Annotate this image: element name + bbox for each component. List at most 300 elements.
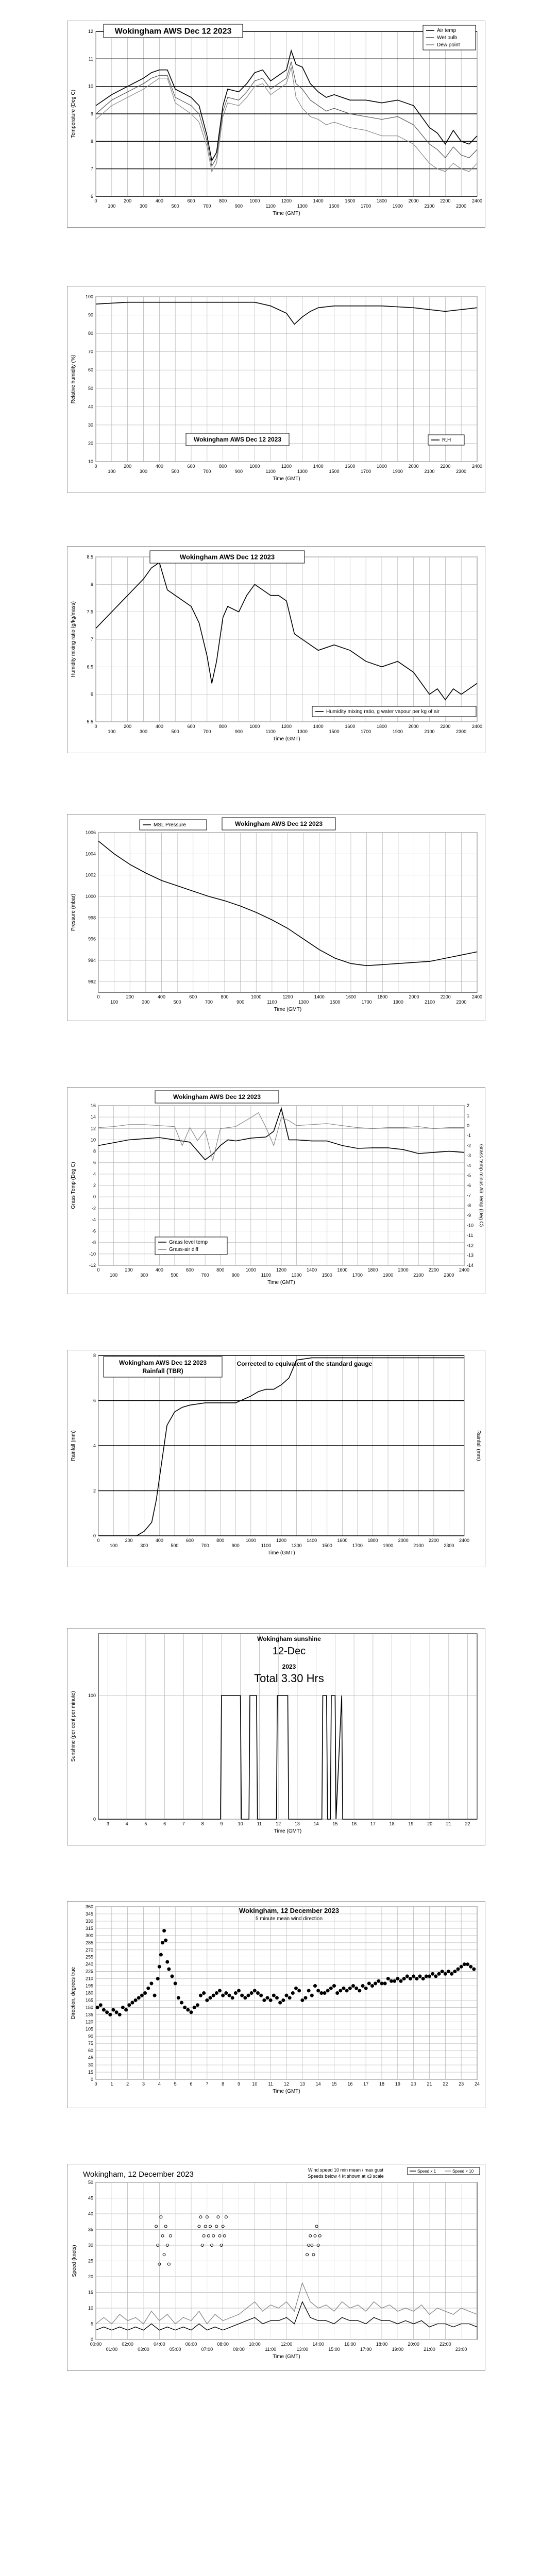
x-tick-label: 1000 (249, 724, 260, 729)
x-tick-label: 300 (139, 204, 148, 209)
data-point (377, 1979, 380, 1982)
data-point (96, 2006, 99, 2009)
x-tick-label: 1700 (352, 1543, 363, 1548)
x-tick-label: 1400 (313, 464, 324, 469)
chart-year-label: 2023 (282, 1663, 296, 1670)
data-point (118, 2013, 121, 2016)
x-tick-label: 2200 (440, 198, 451, 204)
x-tick-label: 2200 (428, 1538, 439, 1543)
data-point (453, 1970, 457, 1973)
x-tick-label: 7 (182, 1821, 185, 1826)
y-tick-label: 1006 (85, 830, 96, 835)
y-tick-label: 30 (88, 2243, 93, 2248)
y-tick-label: 30 (88, 2062, 93, 2068)
y2-tick-label: 2 (467, 1103, 470, 1108)
x-tick-label: 900 (234, 204, 243, 209)
y-tick-label: 70 (88, 349, 93, 354)
y-tick-label: 8 (93, 1353, 96, 1358)
x-tick-label: 18 (389, 1821, 395, 1826)
x-tick-label: 3 (142, 2081, 145, 2087)
data-point (253, 1989, 256, 1992)
y-tick-label: 50 (88, 385, 93, 391)
x-tick-label: 500 (171, 729, 179, 734)
data-point (342, 1987, 345, 1990)
x-tick-label: 2200 (428, 1267, 439, 1273)
y-tick-label: 45 (88, 2055, 93, 2061)
data-point (460, 1965, 463, 1968)
x-tick-label: 100 (108, 469, 116, 474)
legend-label: Air temp (437, 28, 457, 33)
x-tick-label: 1400 (314, 994, 325, 999)
data-point (125, 2008, 128, 2011)
x-tick-label: 300 (139, 469, 148, 474)
y-tick-label: 0 (90, 2337, 93, 2342)
x-tick-label: 700 (201, 1273, 209, 1278)
x-tick-label: 2300 (444, 1273, 454, 1278)
x-tick-label: 16 (351, 1821, 357, 1826)
x-tick-label: 2000 (398, 1267, 409, 1273)
data-point (106, 2011, 109, 2014)
y-tick-label: 7 (90, 166, 93, 172)
data-point (109, 2013, 112, 2016)
data-point (171, 1975, 174, 1978)
x-tick-label: 21:00 (424, 2347, 435, 2352)
chart-title: Wokingham AWS Dec 12 2023 (114, 27, 232, 36)
x-tick-label: 2100 (413, 1543, 424, 1548)
x-tick-label: 1900 (392, 729, 403, 734)
x-axis-label: Time (GMT) (274, 1007, 302, 1012)
y-tick-label: 20 (88, 440, 93, 446)
y-tick-label: 8 (93, 1148, 96, 1154)
x-tick-label: 500 (171, 1543, 179, 1548)
x-tick-label: 12 (283, 2081, 290, 2087)
x-tick-label: 1600 (337, 1267, 348, 1273)
x-tick-label: 1900 (383, 1273, 394, 1278)
y2-tick-label: -3 (467, 1153, 471, 1158)
y2-tick-label: 0 (467, 1123, 470, 1128)
x-tick-label: 2400 (471, 994, 483, 999)
x-tick-label: 600 (189, 994, 197, 999)
y-tick-label: 2 (93, 1183, 96, 1188)
y2-tick-label: -9 (467, 1213, 471, 1218)
y-tick-label: 9 (90, 111, 93, 116)
y2-tick-label: -14 (467, 1263, 474, 1268)
y-tick-label: 8.5 (87, 554, 93, 560)
data-point (238, 1989, 241, 1992)
data-point (266, 1996, 269, 1999)
x-tick-label: 400 (157, 994, 166, 999)
x-tick-label: 100 (110, 1543, 118, 1548)
data-point (415, 1977, 418, 1980)
x-tick-label: 1800 (376, 464, 387, 469)
data-point (269, 1998, 272, 2002)
x-tick-label: 2000 (408, 724, 419, 729)
x-tick-label: 1200 (281, 724, 292, 729)
data-point (402, 1977, 405, 1980)
x-tick-label: 0 (97, 994, 100, 999)
data-point (383, 1982, 386, 1985)
data-point (166, 1960, 169, 1963)
x-tick-label: 1000 (249, 464, 260, 469)
chart-title: Wokingham AWS Dec 12 2023 (234, 820, 323, 828)
x-axis-label: Time (GMT) (273, 211, 300, 216)
x-tick-label: 1300 (297, 204, 308, 209)
data-point (140, 1994, 143, 1997)
wind-direction-chart (67, 1901, 485, 2108)
y-axis-label: Speed (knots) (72, 2245, 77, 2277)
x-tick-label: 500 (171, 469, 179, 474)
data-point (150, 1982, 153, 1985)
x-tick-label: 20 (427, 1821, 433, 1826)
x-tick-label: 800 (219, 724, 227, 729)
y-axis-label: Pressure (mbar) (71, 893, 76, 931)
data-point (260, 1994, 263, 1997)
y-tick-label: 255 (85, 1954, 93, 1960)
x-tick-label: 22 (443, 2081, 448, 2087)
chart-date-label: 12-Dec (272, 1646, 306, 1657)
x-tick-label: 1800 (376, 198, 387, 204)
x-tick-label: 1000 (245, 1538, 256, 1543)
chart-subtitle: 5 minute mean wind direction (255, 1916, 323, 1922)
y-tick-label: 15 (88, 2290, 93, 2295)
legend-label: MSL Pressure (154, 822, 186, 828)
y-tick-label: 35 (88, 2227, 93, 2232)
data-point (137, 1996, 140, 1999)
x-tick-label: 1700 (361, 469, 371, 474)
y-tick-label: 225 (85, 1969, 93, 1974)
data-point (164, 1939, 167, 1942)
x-axis-label: Time (GMT) (273, 2354, 300, 2360)
y2-tick-label: -8 (467, 1202, 471, 1208)
data-point (134, 1998, 137, 2002)
data-point (352, 1985, 355, 1988)
data-point (161, 1941, 164, 1944)
x-tick-label: 200 (124, 724, 132, 729)
data-point (329, 1987, 332, 1990)
data-point (399, 1979, 402, 1982)
data-point (317, 1989, 320, 1992)
data-point (196, 2004, 199, 2007)
y-tick-label: 6.5 (87, 664, 93, 670)
y-tick-label: 105 (85, 2026, 93, 2032)
y-tick-label: 80 (88, 331, 93, 336)
x-tick-label: 7 (206, 2081, 209, 2087)
data-point (412, 1975, 415, 1978)
data-point (469, 1965, 472, 1968)
x-tick-label: 4 (125, 1821, 128, 1826)
x-tick-label: 600 (185, 1538, 194, 1543)
x-tick-label: 900 (234, 729, 243, 734)
y-tick-label: 4 (93, 1171, 96, 1177)
data-point (405, 1975, 409, 1978)
data-point (121, 2006, 124, 2009)
x-tick-label: 1100 (267, 999, 277, 1005)
data-point (428, 1975, 431, 1978)
x-tick-label: 08:00 (217, 2342, 229, 2347)
data-point (425, 1975, 428, 1978)
y-tick-label: 50 (88, 2180, 93, 2185)
data-point (234, 1992, 237, 1995)
x-tick-label: 1500 (329, 204, 340, 209)
data-point (163, 1929, 166, 1933)
y2-axis-label: Grass temp minus Air Temp (Deg C) (478, 1144, 484, 1227)
legend-label: Grass-air diff (169, 1247, 199, 1252)
y-tick-label: 150 (85, 2005, 93, 2010)
x-tick-label: 1200 (281, 464, 292, 469)
y-tick-label: 7 (90, 637, 93, 642)
y-tick-label: 360 (85, 1904, 93, 1909)
x-tick-label: 9 (237, 2081, 241, 2087)
data-point (128, 2004, 131, 2007)
data-point (326, 1989, 329, 1992)
x-tick-label: 17 (363, 2081, 369, 2087)
x-tick-label: 2100 (424, 204, 435, 209)
x-tick-label: 2200 (440, 994, 451, 999)
x-tick-label: 100 (110, 1273, 118, 1278)
x-tick-label: 900 (236, 999, 245, 1005)
x-tick-label: 2300 (444, 1543, 454, 1548)
x-axis-label: Time (GMT) (267, 1280, 295, 1285)
x-tick-label: 600 (187, 198, 195, 204)
data-point (358, 1989, 361, 1992)
legend-label: Speed × 10 (452, 2169, 474, 2174)
x-tick-label: 1600 (345, 724, 356, 729)
y-tick-label: 0 (93, 1533, 96, 1538)
data-point (348, 1987, 351, 1990)
data-point (355, 1987, 358, 1990)
x-tick-label: 4 (158, 2081, 161, 2087)
x-tick-label: 1400 (307, 1538, 317, 1543)
wind-speed-chart (67, 2164, 485, 2371)
data-point (463, 1963, 466, 1966)
data-point (333, 1985, 336, 1988)
x-tick-label: 500 (171, 1273, 179, 1278)
x-tick-label: 3 (106, 1821, 109, 1826)
x-tick-label: 11:00 (265, 2347, 277, 2352)
x-tick-label: 1500 (322, 1273, 332, 1278)
y-tick-label: 10 (88, 83, 93, 89)
y-tick-label: 5.5 (87, 719, 93, 724)
y-tick-label: 25 (88, 2258, 93, 2264)
data-point (158, 1965, 161, 1968)
x-tick-label: 1800 (377, 994, 388, 999)
data-point (177, 1996, 180, 1999)
x-tick-label: 1200 (276, 1267, 287, 1273)
x-tick-label: 10 (252, 2081, 258, 2087)
y-tick-label: 0 (93, 1817, 96, 1822)
x-tick-label: 300 (140, 1273, 148, 1278)
y-tick-label: 11 (88, 56, 93, 62)
y-tick-label: 2 (93, 1488, 96, 1494)
data-point (364, 1987, 367, 1990)
data-point (431, 1972, 434, 1975)
grass-temperature-chart (67, 1087, 485, 1294)
y2-axis-label: Rainfall (mm) (476, 1430, 481, 1461)
x-tick-label: 1200 (282, 994, 293, 999)
data-point (228, 1994, 231, 1997)
x-tick-label: 400 (155, 464, 163, 469)
data-point (156, 1977, 159, 1980)
x-tick-label: 800 (216, 1267, 225, 1273)
x-tick-label: 21 (446, 1821, 451, 1826)
x-tick-label: 800 (219, 464, 227, 469)
data-point (147, 1987, 150, 1990)
x-tick-label: 2400 (459, 1538, 470, 1543)
x-tick-label: 2300 (456, 729, 467, 734)
data-point (99, 2004, 102, 2007)
data-point (263, 1998, 266, 2002)
data-point (396, 1977, 399, 1980)
data-point (361, 1985, 364, 1988)
x-tick-label: 1100 (265, 204, 276, 209)
y2-tick-label: -2 (467, 1143, 471, 1148)
y-tick-label: 330 (85, 1918, 93, 1924)
data-point (193, 2006, 196, 2009)
x-tick-label: 2400 (459, 1267, 470, 1273)
y2-tick-label: -13 (467, 1252, 474, 1258)
x-tick-label: 1300 (297, 729, 308, 734)
x-tick-label: 2 (126, 2081, 129, 2087)
x-tick-label: 2000 (408, 464, 419, 469)
x-tick-label: 15 (332, 1821, 338, 1826)
x-tick-label: 1800 (376, 724, 387, 729)
x-tick-label: 11 (268, 2081, 273, 2087)
data-point (472, 1968, 476, 1971)
x-tick-label: 200 (125, 1267, 133, 1273)
x-tick-label: 1000 (249, 198, 260, 204)
sunshine-chart (67, 1628, 485, 1845)
y-tick-label: -6 (91, 1228, 96, 1234)
x-tick-label: 19 (395, 2081, 400, 2087)
y-tick-label: 20 (88, 2274, 93, 2279)
data-point (112, 2008, 115, 2011)
data-point (144, 1992, 147, 1995)
x-tick-label: 0 (94, 2081, 97, 2087)
x-tick-label: 14:00 (312, 2342, 324, 2347)
x-tick-label: 17:00 (360, 2347, 372, 2352)
data-point (167, 1968, 171, 1971)
x-tick-label: 9 (220, 1821, 223, 1826)
x-tick-label: 1900 (392, 469, 403, 474)
data-point (323, 1992, 326, 1995)
data-point (241, 1994, 244, 1997)
x-tick-label: 14 (315, 2081, 321, 2087)
y-tick-label: -12 (89, 1263, 96, 1268)
x-tick-label: 1200 (276, 1538, 287, 1543)
x-tick-label: 17 (370, 1821, 376, 1826)
y-tick-label: 8 (90, 582, 93, 587)
air-temperature-chart (67, 21, 485, 228)
x-axis-label: Time (GMT) (274, 1828, 302, 1834)
y-tick-label: 6 (90, 691, 93, 697)
data-point (247, 1994, 250, 1997)
data-point (199, 1994, 202, 1997)
data-point (202, 1992, 206, 1995)
x-tick-label: 1600 (345, 994, 357, 999)
data-point (225, 1992, 228, 1995)
y-tick-label: 8 (90, 139, 93, 144)
data-point (282, 1998, 285, 2002)
data-point (457, 1968, 460, 1971)
chart-note: Corrected to equivalent of the standard gauge (236, 1360, 373, 1367)
chart-title: Wokingham, 12 December 2023 (83, 2170, 194, 2179)
x-tick-label: 1200 (281, 198, 292, 204)
data-point (250, 1992, 253, 1995)
y-tick-label: 14 (90, 1114, 96, 1120)
y-tick-label: 7.5 (87, 609, 93, 615)
y-tick-label: -4 (91, 1217, 96, 1223)
y-tick-label: 15 (88, 2070, 93, 2075)
data-point (371, 1985, 374, 1988)
legend-label: Dew point (437, 42, 460, 48)
y-tick-label: 992 (88, 979, 96, 985)
data-point (272, 1994, 275, 1997)
x-tick-label: 700 (201, 1543, 209, 1548)
data-point (222, 1994, 225, 1997)
data-point (153, 1994, 156, 1997)
x-tick-label: 1800 (367, 1267, 378, 1273)
legend-label: Humidity mixing ratio, g water vapour per kg of air (326, 709, 440, 715)
y2-tick-label: -1 (467, 1133, 471, 1139)
data-point (437, 1972, 441, 1975)
data-point (159, 1953, 162, 1956)
x-tick-label: 1400 (313, 198, 324, 204)
y-tick-label: 10 (90, 1137, 96, 1143)
y-axis-label: Direction, degrees true (71, 1967, 76, 2020)
x-tick-label: 500 (173, 999, 181, 1005)
x-tick-label: 1400 (307, 1267, 317, 1273)
x-tick-label: 800 (219, 198, 227, 204)
x-tick-label: 300 (139, 729, 148, 734)
x-tick-label: 0 (97, 1538, 100, 1543)
y-tick-label: 6 (90, 194, 93, 199)
x-tick-label: 12:00 (280, 2342, 293, 2347)
data-point (336, 1992, 339, 1995)
x-tick-label: 1100 (261, 1273, 272, 1278)
chart-title: Wokingham AWS Dec 12 2023 (193, 436, 282, 444)
data-point (288, 1996, 291, 1999)
pressure-chart (67, 814, 485, 1021)
x-tick-label: 12 (276, 1821, 281, 1826)
x-tick-label: 10 (238, 1821, 243, 1826)
x-tick-label: 900 (231, 1273, 240, 1278)
chart-subtitle: Rainfall (TBR) (142, 1367, 183, 1375)
y-axis-label: Humidity mixing ratio (g/kg/mass) (71, 601, 76, 677)
data-point (187, 2008, 190, 2011)
data-point (298, 1989, 301, 1992)
x-tick-label: 300 (140, 1543, 148, 1548)
x-tick-label: 00:00 (90, 2342, 102, 2347)
x-tick-label: 19 (408, 1821, 414, 1826)
data-point (285, 1994, 288, 1997)
data-point (421, 1977, 425, 1980)
y-tick-label: 12 (90, 1126, 96, 1131)
x-tick-label: 1100 (265, 729, 276, 734)
x-tick-label: 400 (155, 198, 163, 204)
x-tick-label: 1500 (330, 999, 341, 1005)
x-tick-label: 07:00 (201, 2347, 213, 2352)
x-tick-label: 10:00 (249, 2342, 261, 2347)
y-tick-label: 285 (85, 1940, 93, 1945)
x-tick-label: 5 (174, 2081, 177, 2087)
x-tick-label: 16 (347, 2081, 353, 2087)
y-tick-label: 5 (90, 2321, 93, 2327)
data-point (180, 2001, 183, 2004)
x-tick-label: 8 (201, 1821, 204, 1826)
y2-tick-label: 1 (467, 1113, 470, 1118)
x-tick-label: 700 (203, 204, 211, 209)
data-point (301, 1998, 304, 2002)
